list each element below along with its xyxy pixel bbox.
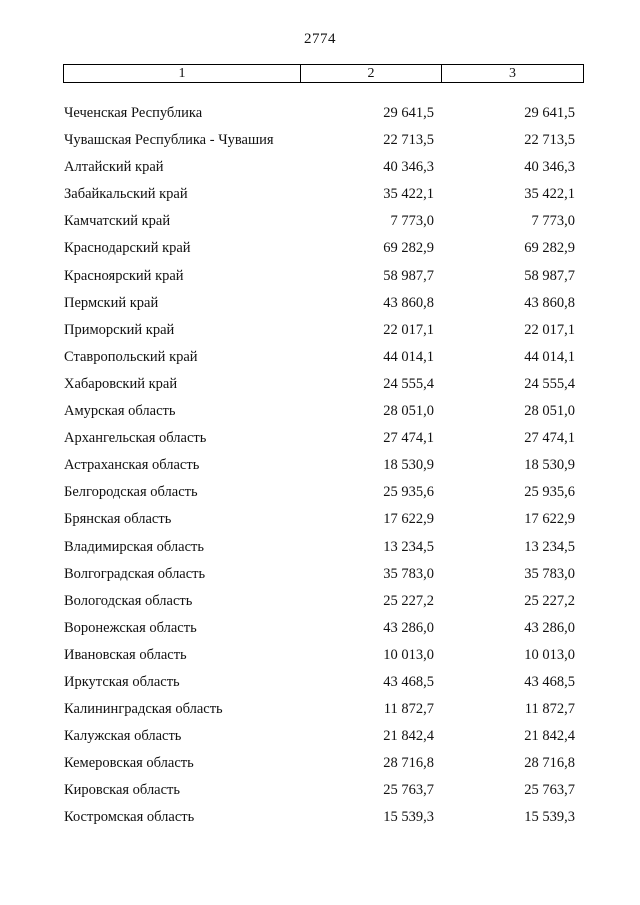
region-name: Брянская область: [64, 511, 172, 528]
value-col-2: 44 014,1: [383, 348, 434, 365]
value-col-2: 69 282,9: [383, 240, 434, 257]
table-row: [0, 102, 640, 129]
table-row: [0, 292, 640, 319]
table-row: [0, 752, 640, 779]
region-name: Владимирская область: [64, 538, 204, 555]
table-body: [0, 102, 640, 834]
value-col-2: 35 422,1: [383, 186, 434, 203]
table-row: [0, 698, 640, 725]
value-col-2: 22 713,5: [383, 132, 434, 149]
value-col-3: 11 872,7: [524, 701, 575, 718]
table-row: [0, 644, 640, 671]
value-col-2: 28 051,0: [383, 403, 434, 420]
table-row: [0, 671, 640, 698]
value-col-3: 25 935,6: [524, 484, 575, 501]
region-name: Воронежская область: [64, 619, 197, 636]
table-row: [0, 129, 640, 156]
value-col-2: 22 017,1: [383, 321, 434, 338]
region-name: Алтайский край: [64, 159, 164, 176]
value-col-3: 13 234,5: [524, 538, 575, 555]
table-row: [0, 237, 640, 264]
value-col-2: 29 641,5: [383, 105, 434, 121]
value-col-2: 28 716,8: [383, 755, 434, 772]
region-name: Красноярский край: [64, 267, 184, 284]
value-col-3: 40 346,3: [524, 159, 575, 176]
table-row: [0, 156, 640, 183]
region-name: Краснодарский край: [64, 240, 191, 257]
value-col-3: 28 051,0: [524, 403, 575, 420]
table-row: [0, 481, 640, 508]
table-row: [0, 427, 640, 454]
table-row: [0, 725, 640, 752]
value-col-3: 35 422,1: [524, 186, 575, 203]
region-name: Ивановская область: [64, 646, 187, 663]
table-row: [0, 617, 640, 644]
value-col-2: 7 773,0: [390, 213, 434, 230]
value-col-3: 29 641,5: [524, 105, 575, 121]
value-col-3: 27 474,1: [524, 430, 575, 447]
region-name: Белгородская область: [64, 484, 198, 501]
value-col-2: 35 783,0: [383, 565, 434, 582]
value-col-3: 7 773,0: [531, 213, 575, 230]
table-row: [0, 806, 640, 833]
value-col-2: 18 530,9: [383, 457, 434, 474]
value-col-2: 21 842,4: [383, 728, 434, 745]
value-col-3: 69 282,9: [524, 240, 575, 257]
region-name: Чеченская Республика: [64, 105, 203, 121]
region-name: Ставропольский край: [64, 348, 198, 365]
value-col-2: 13 234,5: [383, 538, 434, 555]
table-row: [0, 536, 640, 563]
value-col-3: 43 286,0: [524, 619, 575, 636]
table-header-col-2: 2: [301, 65, 442, 82]
table-row: [0, 400, 640, 427]
value-col-3: 15 539,3: [524, 809, 575, 826]
value-col-3: 18 530,9: [524, 457, 575, 474]
value-col-3: 43 468,5: [524, 673, 575, 690]
value-col-3: 24 555,4: [524, 375, 575, 392]
region-name: Калининградская область: [64, 701, 223, 718]
region-name: Камчатский край: [64, 213, 171, 230]
value-col-2: 43 860,8: [383, 294, 434, 311]
table-row: [0, 183, 640, 210]
region-name: Иркутская область: [64, 673, 180, 690]
table-row: [0, 508, 640, 535]
table-row: [0, 779, 640, 806]
table-row: [0, 454, 640, 481]
region-name: Забайкальский край: [64, 186, 188, 203]
value-col-2: 25 763,7: [383, 782, 434, 799]
table-header-col-3: 3: [509, 65, 516, 81]
value-col-2: 43 286,0: [383, 619, 434, 636]
value-col-3: 25 763,7: [524, 782, 575, 799]
table-header: [63, 64, 584, 83]
value-col-3: 21 842,4: [524, 728, 575, 745]
table-row: [0, 210, 640, 237]
value-col-3: 28 716,8: [524, 755, 575, 772]
table-row: [0, 319, 640, 346]
value-col-2: 58 987,7: [383, 267, 434, 284]
region-name: Астраханская область: [64, 457, 200, 474]
value-col-2: 11 872,7: [383, 701, 434, 718]
value-col-2: 40 346,3: [383, 159, 434, 176]
region-name: Архангельская область: [64, 430, 207, 447]
value-col-2: 43 468,5: [383, 673, 434, 690]
table-row: [0, 346, 640, 373]
value-col-2: 15 539,3: [383, 809, 434, 826]
table-row: [0, 563, 640, 590]
region-name: Кировская область: [64, 782, 181, 799]
region-name: Чувашская Республика - Чувашия: [64, 132, 274, 149]
value-col-3: 10 013,0: [524, 646, 575, 663]
region-name: Калужская область: [64, 728, 182, 745]
region-name: Вологодская область: [64, 592, 193, 609]
region-name: Приморский край: [64, 321, 175, 338]
region-name: Амурская область: [64, 403, 176, 420]
table-row: [0, 265, 640, 292]
value-col-2: 17 622,9: [383, 511, 434, 528]
region-name: Кемеровская область: [64, 755, 194, 772]
table-header-col-1: 1: [64, 65, 301, 82]
value-col-2: 25 935,6: [383, 484, 434, 501]
value-col-3: 25 227,2: [524, 592, 575, 609]
value-col-3: 22 017,1: [524, 321, 575, 338]
table-row: [0, 373, 640, 400]
value-col-3: 22 713,5: [524, 132, 575, 149]
value-col-2: 24 555,4: [383, 375, 434, 392]
region-name: Костромская область: [64, 809, 195, 826]
table-row: [0, 590, 640, 617]
page-number: 2774: [304, 31, 336, 47]
value-col-2: 25 227,2: [383, 592, 434, 609]
value-col-3: 17 622,9: [524, 511, 575, 528]
value-col-2: 27 474,1: [383, 430, 434, 447]
region-name: Хабаровский край: [64, 375, 178, 392]
value-col-3: 44 014,1: [524, 348, 575, 365]
region-name: Пермский край: [64, 294, 159, 311]
region-name: Волгоградская область: [64, 565, 206, 582]
value-col-3: 58 987,7: [524, 267, 575, 284]
value-col-3: 35 783,0: [524, 565, 575, 582]
value-col-2: 10 013,0: [383, 646, 434, 663]
value-col-3: 43 860,8: [524, 294, 575, 311]
